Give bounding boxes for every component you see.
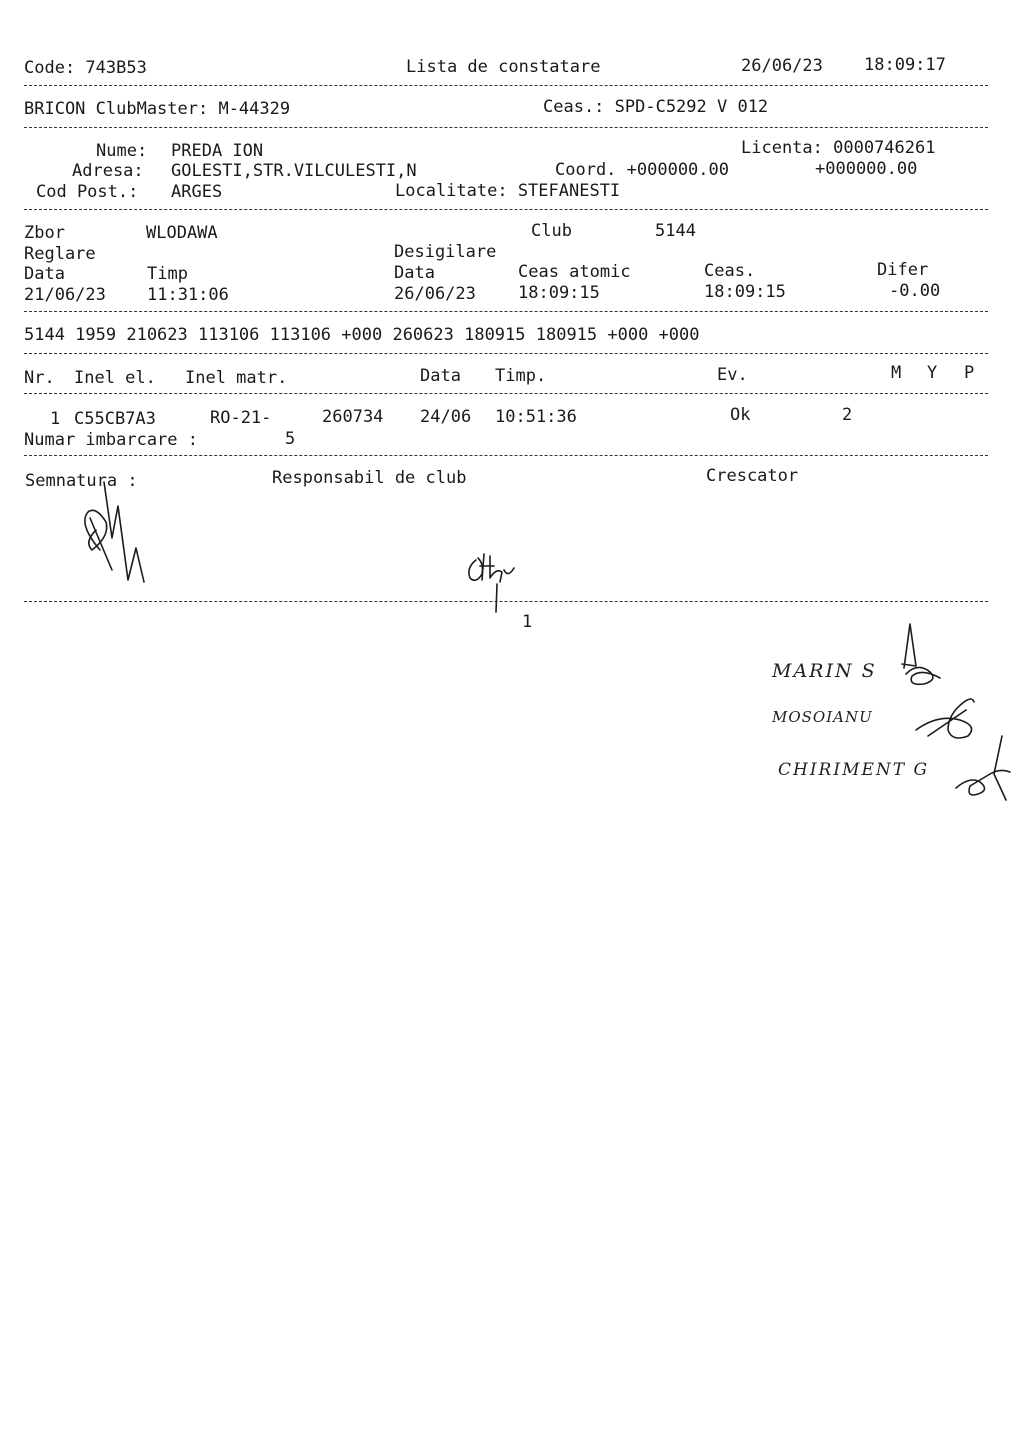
codpost-label: Cod Post.: [36, 182, 139, 202]
difer-label: Difer [877, 260, 929, 280]
row-ev: Ok [730, 405, 751, 425]
data2-label: Data [394, 263, 435, 283]
col-y: Y [927, 363, 938, 383]
difer-value: -0.00 [889, 281, 941, 301]
code-label: Code: 743B53 [24, 58, 147, 78]
zbor-label: Zbor [24, 223, 65, 243]
col-timp: Timp. [495, 366, 547, 386]
handwritten-name: MOSOIANU [772, 708, 873, 726]
divider [24, 353, 988, 354]
signature-drawing [460, 548, 520, 608]
fold-mark [492, 584, 502, 614]
crescator-label: Crescator [706, 466, 799, 486]
col-ev: Ev. [717, 365, 748, 385]
handwritten-name: MARIN S [772, 660, 877, 682]
row-inel-nr: 260734 [322, 407, 384, 427]
club-label: Club [531, 221, 572, 241]
club-number: 5144 [655, 221, 696, 241]
responsabil-label: Responsabil de club [272, 468, 467, 488]
imbarcare-label: Numar imbarcare : [24, 430, 198, 450]
col-p: P [964, 363, 975, 383]
divider [24, 601, 988, 602]
codpost-value: ARGES [171, 182, 223, 202]
row-nr: 1 [50, 409, 61, 429]
col-data: Data [420, 366, 461, 386]
semnatura-label: Semnatura : [25, 471, 138, 491]
row-m: 2 [842, 405, 853, 425]
divider [24, 393, 988, 394]
localitate-label: Localitate: STEFANESTI [395, 181, 621, 201]
ceas-value: 18:09:15 [704, 282, 786, 302]
col-inel-el: Inel el. [74, 368, 156, 388]
header-date: 26/06/23 [741, 56, 823, 76]
ceas-col-label: Ceas. [704, 261, 756, 281]
desigilare-label: Desigilare [394, 242, 497, 262]
reglare-time: 11:31:06 [147, 285, 229, 305]
signature-drawing [950, 730, 1014, 804]
desigilare-date: 26/06/23 [394, 284, 476, 304]
adresa-label: Adresa: [72, 161, 144, 181]
col-inel-matr: Inel matr. [185, 368, 288, 388]
handwritten-name: CHIRIMENT G [778, 760, 930, 780]
adresa-value: GOLESTI,STR.VILCULESTI,N [171, 161, 417, 181]
ceas-atomic-value: 18:09:15 [518, 283, 600, 303]
ceas-label: Ceas.: SPD-C5292 V 012 [543, 97, 769, 117]
row-data: 24/06 [420, 407, 472, 427]
divider [24, 85, 988, 86]
row-timp: 10:51:36 [495, 407, 577, 427]
col-nr: Nr. [24, 368, 55, 388]
row-inel-el: C55CB7A3 [74, 409, 156, 429]
coord-label: Coord. +000000.00 [555, 160, 729, 180]
col-m: M [891, 363, 902, 383]
ceas-atomic-label: Ceas atomic [518, 262, 631, 282]
divider [24, 311, 988, 312]
signature-drawing [70, 478, 150, 588]
row-inel-matr: RO-21- [210, 408, 272, 428]
nume-value: PREDA ION [171, 141, 264, 161]
document-title: Lista de constatare [406, 57, 601, 77]
signature-drawing [896, 620, 946, 690]
reglare-label: Reglare [24, 244, 96, 264]
timp1-label: Timp [147, 264, 188, 284]
divider [24, 127, 988, 128]
licenta-label: Licenta: 0000746261 [741, 138, 936, 158]
divider [24, 455, 988, 456]
reglare-date: 21/06/23 [24, 285, 106, 305]
encoded-line: 5144 1959 210623 113106 113106 +000 260623 180915 180915 +000 +000 [24, 325, 700, 345]
page-number: 1 [522, 612, 533, 632]
imbarcare-value: 5 [285, 429, 296, 449]
divider [24, 209, 988, 210]
header-time: 18:09:17 [864, 55, 946, 75]
nume-label: Nume: [96, 141, 148, 161]
coord2-value: +000000.00 [815, 159, 918, 179]
data1-label: Data [24, 264, 65, 284]
zbor-value: WLODAWA [146, 223, 218, 243]
clubmaster-label: BRICON ClubMaster: M-44329 [24, 99, 291, 119]
